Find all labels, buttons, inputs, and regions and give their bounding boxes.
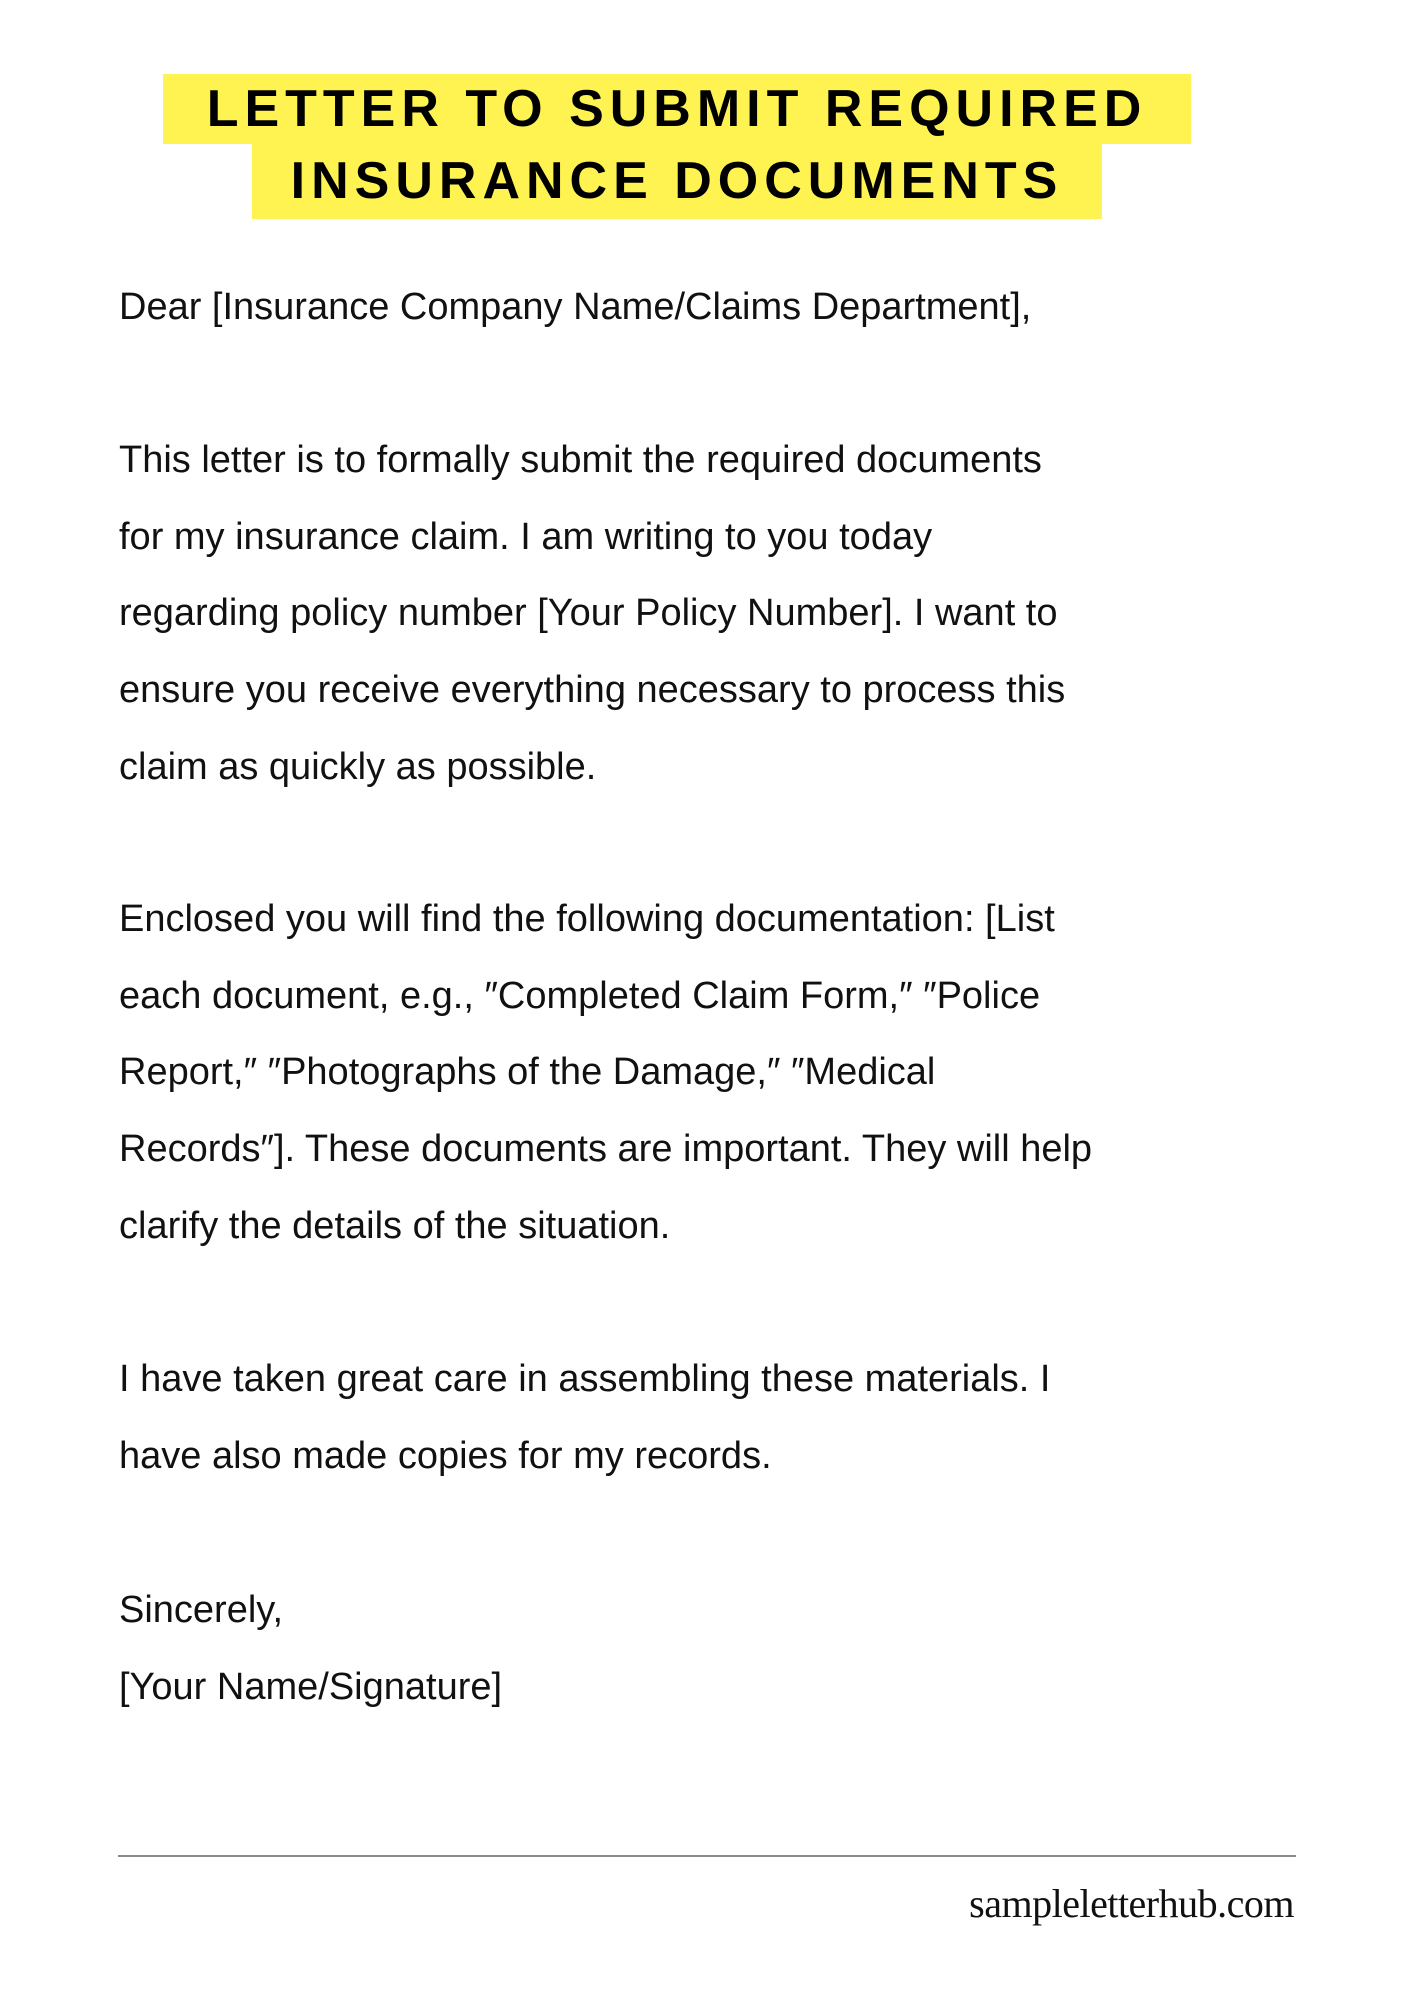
paragraph-line: have also made copies for my records. (119, 1434, 772, 1477)
paragraph-line: regarding policy number [Your Policy Number]. I want to (119, 592, 1058, 635)
paragraph-line: for my insurance claim. I am writing to you today (119, 515, 933, 558)
footer-site-name: sampleletterhub.com (969, 1881, 1294, 1926)
paragraph-line: Report,″ ″Photographs of the Damage,″ ″Medical (119, 1051, 936, 1094)
paragraph-line: This letter is to formally submit the required documents (119, 439, 1042, 481)
footer-divider (118, 1855, 1296, 1857)
paragraph-2 (119, 881, 1092, 1265)
paragraph-line: I have taken great care in assembling these materials. I (119, 1358, 1051, 1400)
paragraph-line: each document, e.g., ″Completed Claim Form,″ ″Police (119, 974, 1041, 1017)
paragraph-3 (119, 1341, 1050, 1494)
closing: Sincerely, (119, 1589, 284, 1631)
signature-placeholder: [Your Name/Signature] (119, 1665, 503, 1708)
salutation: Dear [Insurance Company Name/Claims Department], (119, 286, 1032, 328)
paragraph-line: Enclosed you will find the following documentation: [List (119, 898, 1055, 940)
paragraph-1 (119, 422, 1065, 806)
paragraph-line: ensure you receive everything necessary to process this (119, 669, 1066, 712)
closing-block (119, 1572, 502, 1725)
paragraph-line: clarify the details of the situation. (119, 1204, 671, 1247)
paragraph-line: Records″]. These documents are important. They will help (119, 1128, 1093, 1171)
paragraph-line: claim as quickly as possible. (119, 745, 597, 788)
title-line-2: INSURANCE DOCUMENTS (252, 143, 1102, 219)
title-line-1: LETTER TO SUBMIT REQUIRED (163, 74, 1191, 144)
